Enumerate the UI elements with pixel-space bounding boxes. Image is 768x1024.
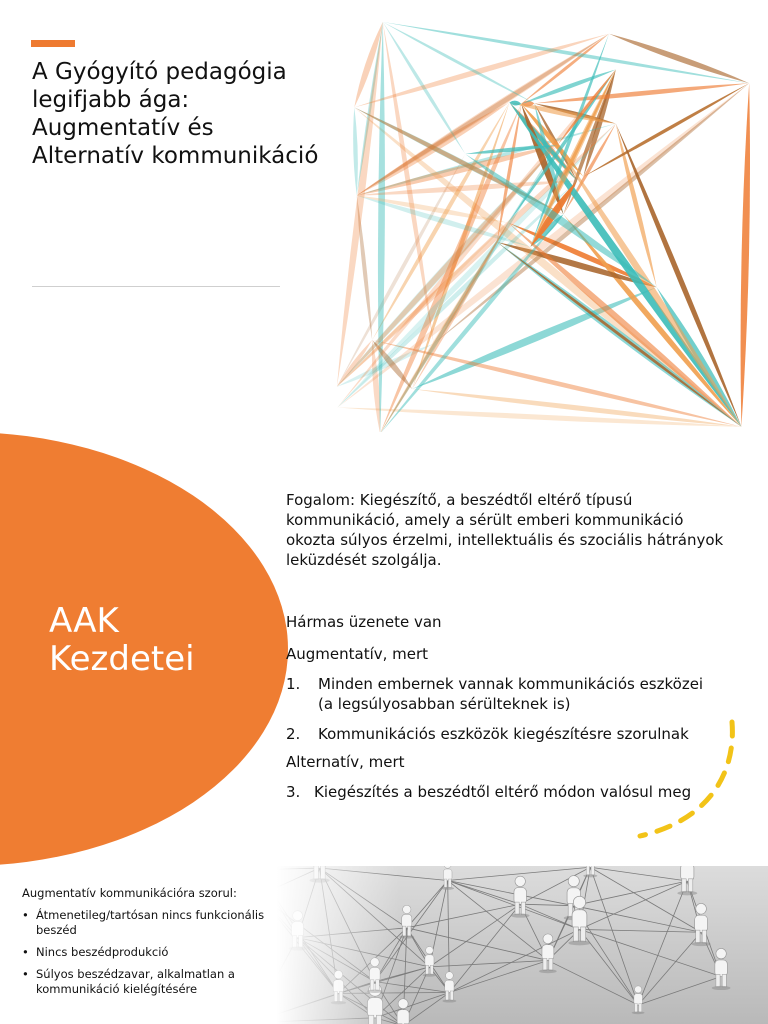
network-stroke [337, 408, 741, 427]
alternative-heading: Alternatív, mert [286, 753, 405, 771]
list-text: Kiegészítés a beszédtől eltérő módon valósul meg [314, 783, 692, 801]
list-item: • Súlyos beszédzavar, alkalmatlan a kommunikáció kielégítésére [22, 967, 292, 997]
network-stroke [354, 34, 609, 108]
augmentative-needs-slide [0, 866, 768, 1024]
network-stroke [563, 214, 741, 426]
network-stroke [353, 107, 358, 195]
title-line: Augmentatív és [32, 115, 214, 141]
section-title-line: AAK [49, 601, 119, 641]
list-item [286, 674, 706, 714]
list-number: 2. [286, 725, 301, 743]
augmentative-heading: Augmentatív, mert [286, 645, 429, 663]
title-line: Alternatív kommunikáció [32, 143, 319, 169]
needs-text-block [22, 886, 292, 1004]
section-title-line: Kezdetei [49, 639, 195, 679]
network-stroke [741, 83, 750, 427]
slide-title [32, 58, 352, 170]
title-divider [32, 286, 280, 287]
list-item: • Átmenetileg/tartósan nincs funkcionális beszéd [22, 908, 292, 938]
aak-beginnings-slide [0, 432, 768, 866]
dashed-arc-decoration [560, 712, 760, 852]
network-stroke [383, 22, 434, 344]
network-stroke [609, 34, 749, 84]
accent-bar [31, 40, 75, 47]
title-line: legifjabb ága: [32, 87, 190, 113]
list-item: • Nincs beszédprodukció [22, 945, 292, 960]
definition-text: Fogalom: Kiegészítő, a beszédtől eltérő típusú kommunikáció, amely a sérült emberi kommunikáció okozta súlyos érzelmi, intellektuális és szociális hátrányok leküzdését szolgálja. [286, 491, 724, 569]
list-number: 1. [286, 675, 301, 693]
needs-heading: Augmentatív kommunikációra szorul: [22, 886, 237, 900]
list-number: 3. [286, 783, 301, 801]
section-title [49, 602, 195, 678]
list-text: Kommunikációs eszközök kiegészítésre szorulnak [318, 725, 689, 743]
needs-list [22, 908, 292, 997]
title-line: A Gyógyító pedagógia [32, 59, 287, 85]
message-text: Hármas üzenete van [286, 613, 442, 631]
title-slide [0, 0, 768, 432]
slide-content [286, 490, 726, 801]
list-text: Minden embernek vannak kommunikációs eszközei (a legsúlyosabban sérülteknek is) [318, 675, 704, 713]
